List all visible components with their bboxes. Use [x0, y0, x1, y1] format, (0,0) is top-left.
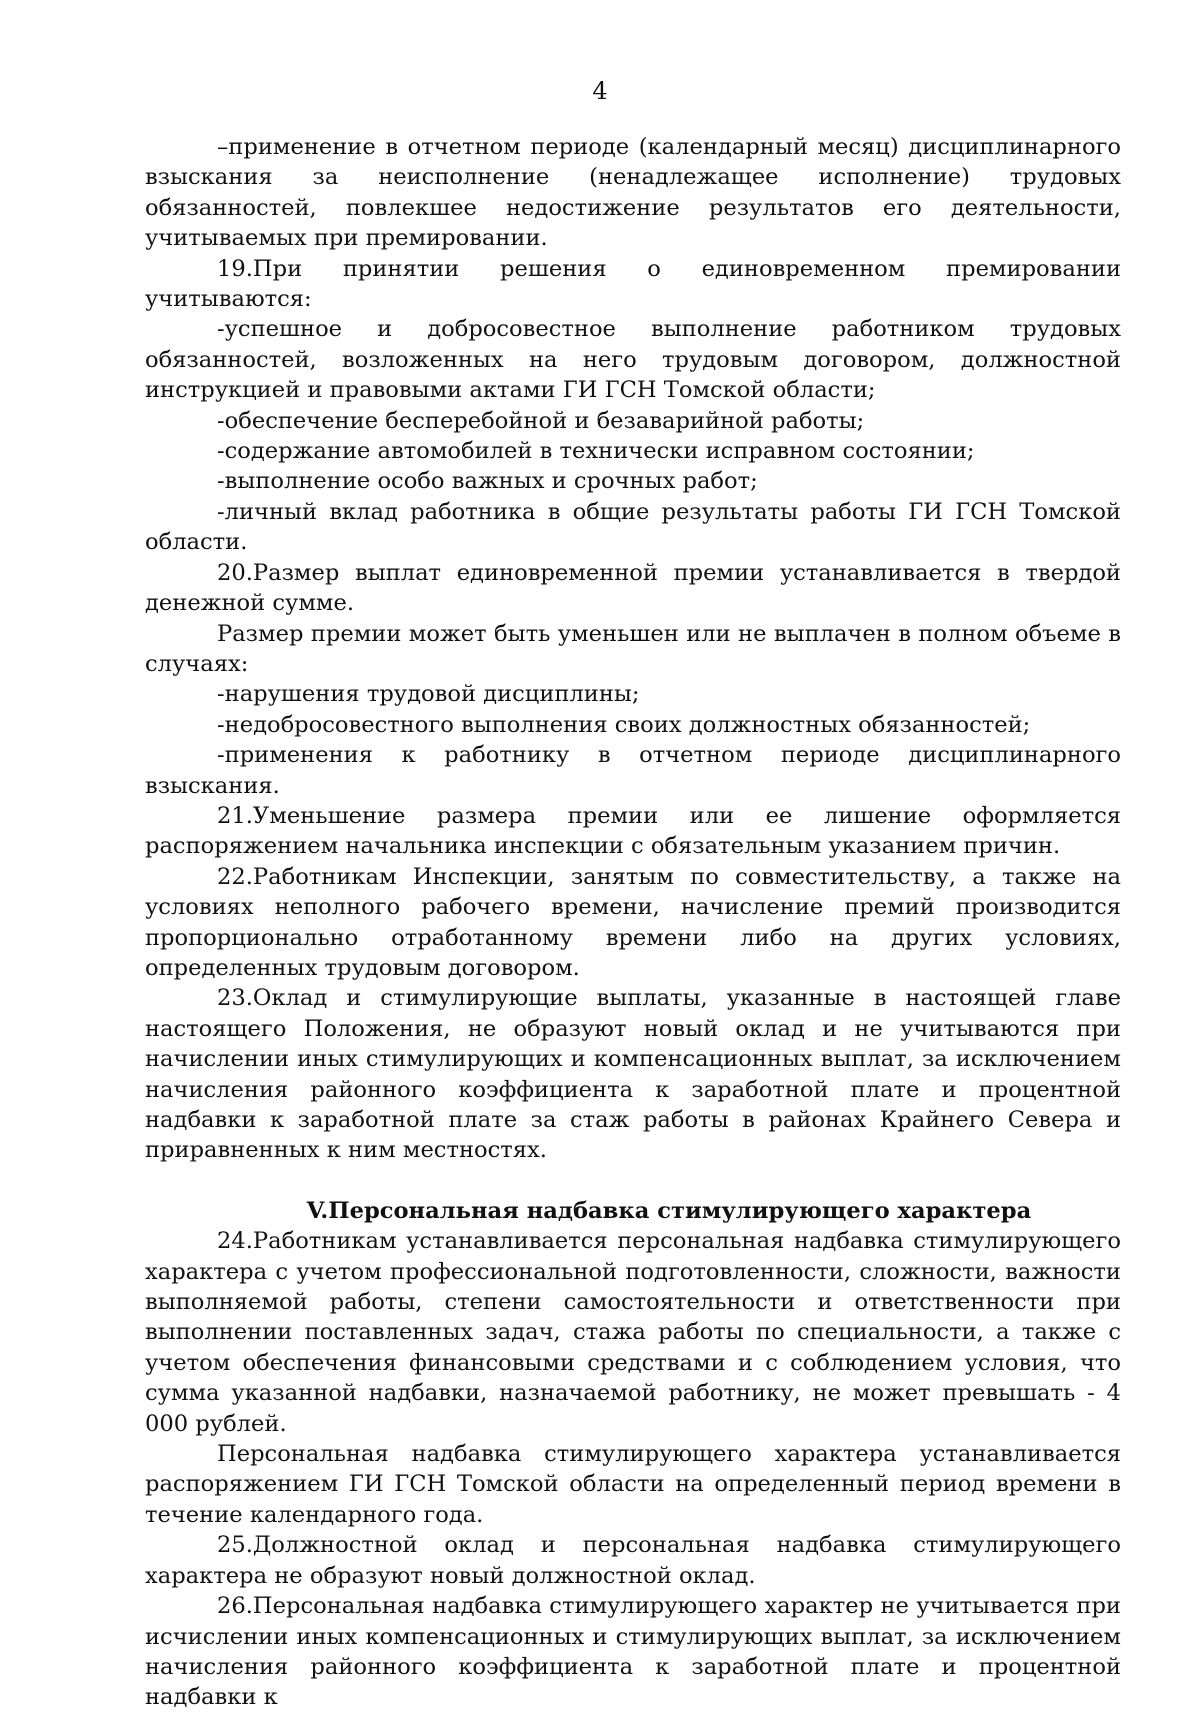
paragraph: 20.Размер выплат единовременной премии устанавливается в твердой денежной сумме.: [145, 559, 1121, 617]
paragraph: -применения к работнику в отчетном периоде дисциплинарного взыскания.: [145, 742, 1121, 799]
page-number: 4: [592, 77, 608, 105]
paragraph: -успешное и добросовестное выполнение работником трудовых обязанностей, возложенных на него трудовым договором, должностной инструкцией и правовыми актами ГИ ГСН Томской области;: [145, 316, 1121, 404]
paragraph: 23.Оклад и стимулирующие выплаты, указанные в настоящей главе настоящего Положения, не образуют новый оклад и не учитываются при начислении иных стимулирующих и компенсационных выплат, за исключением начисления районного коэффициента к заработной плате и процентной надбавки к заработной плате за стаж работы в районах Крайнего Севера и приравненных к ним местностях.: [145, 985, 1121, 1164]
paragraph: -личный вклад работника в общие результаты работы ГИ ГСН Томской области.: [145, 498, 1121, 556]
paragraph: –применение в отчетном периоде (календарный месяц) дисциплинарного взыскания за неисполнение (ненадлежащее исполнение) трудовых обязанностей, повлекшее недостижение результатов его деятельности, учитываемых при премировании.: [145, 134, 1121, 252]
paragraph: Персональная надбавка стимулирующего характера устанавливается распоряжением ГИ ГСН Томской области на определенный период времени в течение календарного года.: [145, 1441, 1121, 1528]
paragraph: -содержание автомобилей в технически исправном состоянии;: [217, 438, 975, 465]
paragraph: 26.Персональная надбавка стимулирующего характер не учитывается при исчислении иных компенсационных и стимулирующих выплат, за исключением начисления районного коэффициента к заработной плате и процентной надбавки к: [145, 1593, 1121, 1711]
paragraph: 25.Должностной оклад и персональная надбавка стимулирующего характера не образуют новый должностной оклад.: [145, 1532, 1121, 1589]
paragraph: -обеспечение бесперебойной и безаварийной работы;: [217, 407, 865, 434]
paragraph: 22.Работникам Инспекции, занятым по совместительству, а также на условиях неполного рабочего времени, начисление премий производится пропорционально отработанному времени либо на других условиях, определенных трудовым договором.: [145, 863, 1121, 981]
paragraph: 21.Уменьшение размера премии или ее лишение оформляется распоряжением начальника инспекции с обязательным указанием причин.: [145, 802, 1121, 860]
document-body: [145, 132, 1121, 1713]
paragraph: -недобросовестного выполнения своих должностных обязанностей;: [217, 711, 1031, 738]
paragraph: Размер премии может быть уменьшен или не выплачен в полном объеме в случаях:: [145, 620, 1121, 677]
paragraph: 24.Работникам устанавливается персональная надбавка стимулирующего характера с учетом профессиональной подготовленности, сложности, важности выполняемой работы, степени самостоятельности и ответственности при выполнении поставленных задач, стажа работы по специальности, а также с учетом обеспечения финансовыми средствами и с соблюдением условия, что сумма указанной надбавки, назначаемой работнику, не может превышать - 4 000 рублей.: [145, 1228, 1121, 1437]
paragraph: 19.При принятии решения о единовременном премировании учитываются:: [145, 255, 1121, 313]
paragraph: -нарушения трудовой дисциплины;: [217, 681, 640, 708]
section-heading: V.Персональная надбавка стимулирующего характера: [306, 1197, 1032, 1224]
paragraph: -выполнение особо важных и срочных работ;: [217, 468, 758, 495]
